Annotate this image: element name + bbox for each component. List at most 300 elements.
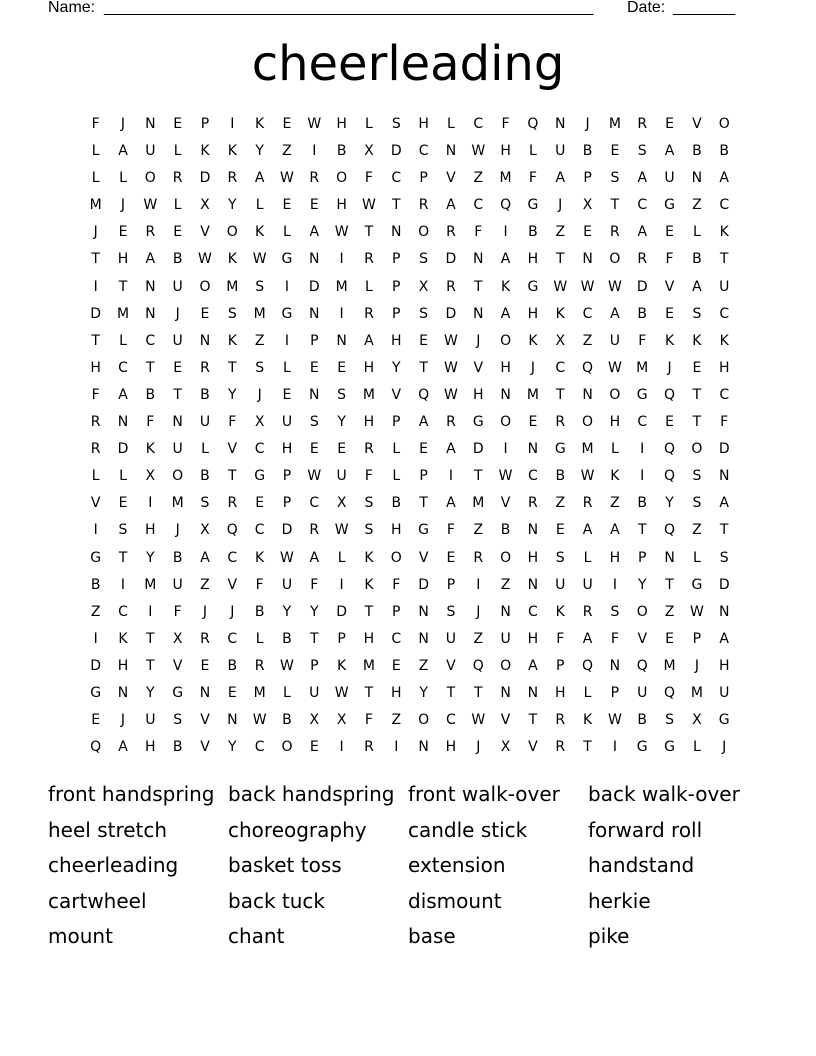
grid-letter[interactable]: G: [472, 414, 484, 431]
grid-letter[interactable]: Y: [146, 549, 155, 566]
grid-letter[interactable]: F: [364, 712, 373, 729]
grid-letter[interactable]: N: [309, 305, 320, 322]
grid-letter[interactable]: I: [612, 739, 617, 756]
grid-letter[interactable]: T: [610, 197, 620, 214]
grid-letter[interactable]: T: [146, 657, 155, 674]
grid-letter[interactable]: O: [609, 386, 621, 403]
grid-letter[interactable]: Z: [692, 197, 702, 214]
grid-letter[interactable]: R: [446, 278, 456, 295]
grid-letter[interactable]: I: [339, 576, 344, 593]
grid-letter[interactable]: C: [145, 332, 156, 349]
grid-letter[interactable]: Z: [500, 576, 511, 593]
grid-letter[interactable]: L: [337, 549, 346, 566]
grid-letter[interactable]: C: [227, 549, 238, 566]
grid-letter[interactable]: F: [364, 468, 373, 485]
grid-letter[interactable]: W: [334, 224, 349, 241]
grid-letter[interactable]: E: [309, 359, 319, 376]
grid-letter[interactable]: A: [446, 495, 456, 512]
grid-letter[interactable]: U: [500, 630, 511, 647]
grid-letter[interactable]: R: [309, 522, 320, 539]
grid-letter[interactable]: I: [476, 576, 481, 593]
grid-letter[interactable]: N: [691, 170, 703, 187]
grid-letter[interactable]: C: [254, 739, 265, 756]
grid-letter[interactable]: W: [498, 468, 513, 485]
grid-letter[interactable]: J: [476, 603, 481, 620]
grid-letter[interactable]: U: [609, 332, 621, 349]
grid-letter[interactable]: F: [638, 332, 647, 349]
grid-letter[interactable]: S: [364, 495, 374, 512]
grid-letter[interactable]: L: [119, 170, 127, 187]
grid-letter[interactable]: H: [609, 414, 621, 431]
grid-letter[interactable]: K: [555, 305, 565, 322]
grid-letter[interactable]: W: [334, 684, 349, 701]
grid-letter[interactable]: I: [93, 522, 98, 539]
grid-letter[interactable]: H: [117, 251, 129, 268]
grid-letter[interactable]: R: [555, 414, 566, 431]
grid-letter[interactable]: Q: [664, 522, 676, 539]
grid-letter[interactable]: E: [391, 657, 401, 674]
grid-letter[interactable]: C: [446, 712, 456, 729]
grid-letter[interactable]: C: [391, 170, 402, 187]
grid-letter[interactable]: T: [173, 386, 182, 403]
grid-letter[interactable]: W: [689, 603, 704, 620]
grid-letter[interactable]: D: [718, 441, 730, 458]
grid-letter[interactable]: M: [690, 684, 703, 701]
grid-letter[interactable]: M: [362, 386, 375, 403]
grid-letter[interactable]: T: [419, 495, 428, 512]
grid-letter[interactable]: Z: [200, 576, 210, 593]
grid-letter[interactable]: H: [500, 143, 511, 160]
grid-letter[interactable]: N: [172, 414, 183, 431]
grid-letter[interactable]: B: [227, 657, 238, 674]
grid-letter[interactable]: A: [145, 251, 156, 268]
grid-letter[interactable]: N: [500, 603, 511, 620]
grid-letter[interactable]: A: [309, 224, 320, 241]
grid-letter[interactable]: S: [391, 116, 401, 132]
grid-letter[interactable]: D: [308, 278, 320, 295]
grid-letter[interactable]: E: [665, 630, 674, 647]
grid-letter[interactable]: U: [172, 576, 183, 593]
grid-letter[interactable]: M: [253, 684, 266, 701]
grid-letter[interactable]: K: [255, 116, 265, 132]
grid-letter[interactable]: H: [391, 522, 402, 539]
grid-letter[interactable]: F: [720, 414, 729, 431]
grid-letter[interactable]: N: [527, 576, 539, 593]
grid-letter[interactable]: A: [610, 522, 620, 539]
grid-letter[interactable]: E: [173, 359, 183, 376]
grid-letter[interactable]: V: [227, 576, 238, 593]
grid-letter[interactable]: U: [637, 684, 648, 701]
grid-letter[interactable]: Z: [555, 495, 566, 512]
grid-letter[interactable]: X: [418, 278, 429, 295]
grid-letter[interactable]: R: [582, 603, 593, 620]
grid-letter[interactable]: Z: [391, 712, 402, 729]
grid-letter[interactable]: U: [664, 170, 675, 187]
grid-letter[interactable]: V: [391, 386, 402, 403]
grid-letter[interactable]: R: [90, 441, 101, 458]
grid-letter[interactable]: R: [227, 495, 238, 512]
grid-letter[interactable]: Z: [473, 170, 484, 187]
grid-letter[interactable]: X: [336, 712, 347, 729]
grid-letter[interactable]: I: [612, 576, 617, 593]
grid-letter[interactable]: I: [93, 278, 98, 295]
grid-letter[interactable]: H: [336, 116, 347, 132]
grid-letter[interactable]: O: [500, 549, 512, 566]
grid-letter[interactable]: E: [118, 495, 128, 512]
grid-letter[interactable]: I: [148, 603, 153, 620]
grid-letter[interactable]: Y: [391, 359, 401, 376]
grid-letter[interactable]: E: [446, 549, 456, 566]
grid-letter[interactable]: E: [337, 359, 347, 376]
grid-letter[interactable]: T: [637, 522, 647, 539]
grid-letter[interactable]: U: [445, 630, 457, 647]
grid-letter[interactable]: S: [610, 170, 620, 187]
grid-letter[interactable]: K: [364, 576, 374, 593]
grid-letter[interactable]: S: [255, 278, 265, 295]
grid-letter[interactable]: L: [583, 549, 592, 566]
grid-letter[interactable]: K: [200, 143, 210, 160]
grid-letter[interactable]: O: [281, 739, 293, 756]
grid-letter[interactable]: G: [527, 197, 539, 214]
grid-letter[interactable]: S: [364, 522, 374, 539]
grid-letter[interactable]: X: [364, 143, 374, 160]
grid-letter[interactable]: K: [500, 278, 511, 295]
grid-letter[interactable]: F: [446, 522, 455, 539]
grid-letter[interactable]: S: [719, 549, 729, 566]
grid-letter[interactable]: R: [555, 739, 566, 756]
grid-letter[interactable]: Y: [419, 684, 428, 701]
grid-letter[interactable]: S: [692, 305, 702, 322]
grid-letter[interactable]: Z: [473, 522, 484, 539]
grid-letter[interactable]: Y: [255, 143, 264, 160]
grid-letter[interactable]: E: [282, 116, 292, 132]
grid-letter[interactable]: G: [664, 739, 675, 756]
grid-letter[interactable]: S: [692, 495, 702, 512]
grid-letter[interactable]: S: [200, 495, 210, 512]
grid-letter[interactable]: Y: [637, 576, 647, 593]
grid-letter[interactable]: Y: [228, 739, 237, 756]
grid-letter[interactable]: T: [146, 359, 155, 376]
grid-letter[interactable]: S: [419, 251, 429, 268]
grid-letter[interactable]: H: [609, 549, 621, 566]
grid-letter[interactable]: A: [500, 251, 511, 268]
grid-letter[interactable]: Q: [582, 359, 594, 376]
grid-letter[interactable]: L: [91, 143, 100, 160]
grid-letter[interactable]: A: [555, 170, 566, 187]
grid-letter[interactable]: A: [418, 414, 429, 431]
grid-letter[interactable]: Q: [472, 657, 484, 674]
grid-letter[interactable]: M: [89, 197, 102, 214]
grid-letter[interactable]: L: [392, 441, 401, 458]
grid-letter[interactable]: T: [419, 359, 428, 376]
grid-letter[interactable]: E: [583, 224, 592, 241]
grid-letter[interactable]: W: [607, 278, 622, 295]
grid-letter[interactable]: F: [665, 251, 674, 268]
grid-letter[interactable]: T: [446, 684, 456, 701]
grid-letter[interactable]: R: [227, 170, 238, 187]
grid-letter[interactable]: H: [527, 305, 539, 322]
grid-letter[interactable]: A: [719, 495, 729, 512]
grid-letter[interactable]: B: [555, 468, 566, 485]
grid-letter[interactable]: S: [555, 549, 565, 566]
grid-letter[interactable]: E: [419, 441, 429, 458]
grid-letter[interactable]: T: [719, 251, 729, 268]
grid-letter[interactable]: P: [282, 468, 292, 485]
grid-letter[interactable]: S: [173, 712, 183, 729]
grid-letter[interactable]: R: [364, 739, 374, 756]
grid-letter[interactable]: W: [280, 657, 294, 674]
grid-letter[interactable]: N: [473, 305, 484, 322]
grid-letter[interactable]: B: [528, 224, 538, 241]
grid-letter[interactable]: B: [336, 143, 347, 160]
grid-letter[interactable]: A: [637, 224, 648, 241]
grid-letter[interactable]: M: [636, 359, 649, 376]
grid-letter[interactable]: P: [310, 657, 319, 674]
grid-letter[interactable]: W: [307, 116, 322, 132]
grid-letter[interactable]: J: [476, 739, 481, 756]
grid-letter[interactable]: N: [555, 116, 566, 132]
grid-letter[interactable]: J: [202, 603, 208, 620]
grid-letter[interactable]: H: [527, 251, 539, 268]
grid-letter[interactable]: F: [610, 630, 619, 647]
grid-letter[interactable]: E: [282, 386, 292, 403]
grid-letter[interactable]: T: [665, 576, 674, 593]
grid-letter[interactable]: E: [337, 441, 347, 458]
grid-letter[interactable]: A: [582, 630, 593, 647]
grid-letter[interactable]: N: [145, 278, 156, 295]
grid-letter[interactable]: A: [500, 305, 511, 322]
grid-letter[interactable]: E: [419, 332, 429, 349]
grid-letter[interactable]: I: [448, 468, 453, 485]
grid-letter[interactable]: J: [476, 332, 481, 349]
grid-letter[interactable]: U: [172, 332, 183, 349]
grid-letter[interactable]: I: [284, 332, 290, 349]
grid-letter[interactable]: X: [145, 468, 156, 485]
grid-letter[interactable]: L: [692, 224, 701, 241]
grid-letter[interactable]: J: [257, 386, 262, 403]
grid-letter[interactable]: A: [446, 197, 456, 214]
grid-letter[interactable]: R: [90, 414, 101, 431]
grid-letter[interactable]: B: [719, 143, 730, 160]
grid-letter[interactable]: H: [472, 386, 484, 403]
grid-letter[interactable]: L: [692, 739, 701, 756]
grid-letter[interactable]: V: [500, 712, 511, 729]
grid-letter[interactable]: S: [419, 305, 429, 322]
grid-letter[interactable]: P: [392, 305, 401, 322]
grid-letter[interactable]: I: [312, 143, 317, 160]
grid-letter[interactable]: T: [555, 386, 565, 403]
grid-letter[interactable]: M: [581, 441, 594, 458]
grid-letter[interactable]: W: [444, 386, 458, 403]
grid-letter[interactable]: R: [172, 170, 183, 187]
grid-letter[interactable]: X: [555, 332, 566, 349]
grid-letter[interactable]: F: [310, 576, 319, 593]
grid-letter[interactable]: J: [120, 712, 126, 729]
grid-letter[interactable]: C: [227, 630, 238, 647]
grid-letter[interactable]: F: [173, 603, 182, 620]
grid-letter[interactable]: P: [310, 332, 319, 349]
grid-letter[interactable]: Y: [665, 495, 674, 512]
grid-letter[interactable]: B: [172, 739, 183, 756]
grid-letter[interactable]: K: [227, 332, 237, 349]
grid-letter[interactable]: E: [118, 224, 128, 241]
grid-letter[interactable]: Y: [146, 684, 155, 701]
grid-letter[interactable]: H: [90, 359, 101, 376]
grid-letter[interactable]: E: [200, 305, 210, 322]
grid-letter[interactable]: T: [228, 468, 237, 485]
grid-letter[interactable]: O: [500, 657, 512, 674]
grid-letter[interactable]: E: [173, 116, 183, 132]
grid-letter[interactable]: K: [227, 251, 237, 268]
grid-letter[interactable]: B: [200, 468, 210, 485]
grid-letter[interactable]: Z: [610, 495, 620, 512]
grid-letter[interactable]: S: [637, 143, 647, 160]
grid-letter[interactable]: Q: [664, 468, 676, 485]
grid-letter[interactable]: V: [473, 359, 484, 376]
grid-letter[interactable]: E: [200, 657, 210, 674]
grid-letter[interactable]: O: [199, 278, 211, 295]
grid-letter[interactable]: G: [254, 468, 266, 485]
grid-letter[interactable]: K: [255, 549, 265, 566]
grid-letter[interactable]: W: [280, 549, 294, 566]
grid-letter[interactable]: W: [444, 359, 458, 376]
grid-letter[interactable]: N: [145, 305, 156, 322]
grid-letter[interactable]: A: [610, 305, 620, 322]
grid-letter[interactable]: N: [309, 386, 320, 403]
grid-letter[interactable]: G: [281, 305, 293, 322]
grid-letter[interactable]: H: [418, 116, 429, 132]
grid-letter[interactable]: D: [718, 576, 730, 593]
grid-letter[interactable]: L: [283, 684, 291, 701]
grid-letter[interactable]: O: [609, 251, 621, 268]
grid-letter[interactable]: B: [282, 712, 292, 729]
grid-letter[interactable]: L: [255, 630, 264, 647]
grid-letter[interactable]: F: [228, 414, 237, 431]
grid-letter[interactable]: T: [473, 278, 483, 295]
grid-letter[interactable]: I: [284, 278, 290, 295]
grid-letter[interactable]: Z: [473, 630, 484, 647]
grid-letter[interactable]: C: [528, 468, 538, 485]
grid-letter[interactable]: T: [473, 684, 483, 701]
grid-letter[interactable]: V: [500, 495, 511, 512]
grid-letter[interactable]: L: [283, 359, 291, 376]
grid-letter[interactable]: P: [282, 495, 292, 512]
grid-letter[interactable]: T: [364, 684, 374, 701]
grid-letter[interactable]: B: [692, 251, 702, 268]
grid-letter[interactable]: E: [665, 414, 674, 431]
grid-letter[interactable]: Q: [500, 197, 512, 214]
grid-letter[interactable]: L: [201, 441, 209, 458]
grid-letter[interactable]: M: [253, 305, 266, 322]
grid-letter[interactable]: D: [390, 143, 402, 160]
grid-letter[interactable]: T: [91, 251, 100, 268]
grid-letter[interactable]: R: [446, 414, 456, 431]
grid-letter[interactable]: E: [173, 224, 183, 241]
grid-letter[interactable]: D: [90, 305, 102, 322]
grid-letter[interactable]: B: [637, 305, 648, 322]
grid-letter[interactable]: Q: [527, 116, 539, 132]
grid-letter[interactable]: W: [580, 468, 595, 485]
grid-letter[interactable]: F: [528, 170, 537, 187]
grid-letter[interactable]: N: [527, 441, 539, 458]
grid-letter[interactable]: K: [664, 332, 675, 349]
grid-letter[interactable]: B: [692, 143, 702, 160]
grid-letter[interactable]: J: [722, 739, 727, 756]
grid-letter[interactable]: S: [227, 305, 237, 322]
grid-letter[interactable]: N: [117, 414, 129, 431]
grid-letter[interactable]: E: [309, 441, 319, 458]
grid-letter[interactable]: V: [200, 712, 210, 729]
grid-letter[interactable]: S: [692, 468, 702, 485]
grid-letter[interactable]: C: [118, 603, 128, 620]
grid-letter[interactable]: C: [309, 495, 320, 512]
grid-letter[interactable]: T: [391, 197, 401, 214]
grid-letter[interactable]: V: [172, 657, 183, 674]
grid-letter[interactable]: E: [282, 197, 292, 214]
grid-letter[interactable]: H: [363, 359, 375, 376]
grid-letter[interactable]: N: [117, 684, 129, 701]
grid-letter[interactable]: I: [339, 251, 344, 268]
grid-letter[interactable]: C: [528, 603, 538, 620]
grid-letter[interactable]: X: [200, 522, 210, 539]
grid-letter[interactable]: N: [500, 684, 511, 701]
grid-letter[interactable]: R: [145, 224, 156, 241]
grid-letter[interactable]: K: [227, 143, 237, 160]
grid-letter[interactable]: K: [692, 332, 702, 349]
grid-letter[interactable]: R: [364, 441, 374, 458]
grid-letter[interactable]: Y: [228, 197, 237, 214]
grid-letter[interactable]: P: [638, 549, 647, 566]
grid-letter[interactable]: K: [145, 441, 155, 458]
grid-letter[interactable]: O: [418, 224, 430, 241]
grid-letter[interactable]: L: [583, 684, 592, 701]
grid-letter[interactable]: N: [527, 522, 539, 539]
grid-letter[interactable]: C: [418, 143, 429, 160]
grid-letter[interactable]: E: [665, 305, 674, 322]
grid-letter[interactable]: V: [637, 630, 648, 647]
grid-letter[interactable]: S: [309, 414, 319, 431]
grid-letter[interactable]: U: [719, 684, 730, 701]
grid-letter[interactable]: J: [120, 197, 126, 214]
grid-letter[interactable]: Q: [636, 657, 648, 674]
grid-letter[interactable]: Z: [664, 603, 675, 620]
grid-letter[interactable]: B: [391, 495, 402, 512]
grid-letter[interactable]: D: [281, 522, 293, 539]
grid-letter[interactable]: G: [554, 441, 566, 458]
grid-letter[interactable]: W: [362, 197, 376, 214]
grid-letter[interactable]: I: [148, 495, 153, 512]
grid-letter[interactable]: P: [583, 170, 592, 187]
grid-letter[interactable]: W: [198, 251, 212, 268]
grid-letter[interactable]: B: [637, 495, 648, 512]
grid-letter[interactable]: B: [282, 630, 292, 647]
grid-letter[interactable]: U: [199, 414, 211, 431]
grid-letter[interactable]: W: [252, 251, 267, 268]
grid-letter[interactable]: P: [692, 630, 702, 647]
grid-letter[interactable]: T: [310, 630, 319, 647]
grid-letter[interactable]: O: [500, 414, 512, 431]
grid-letter[interactable]: W: [607, 359, 622, 376]
grid-letter[interactable]: P: [556, 657, 565, 674]
grid-letter[interactable]: R: [200, 630, 210, 647]
grid-letter[interactable]: R: [637, 116, 648, 132]
grid-letter[interactable]: H: [500, 359, 511, 376]
grid-letter[interactable]: Z: [254, 332, 265, 349]
grid-letter[interactable]: M: [663, 657, 676, 674]
grid-letter[interactable]: W: [252, 712, 267, 729]
grid-letter[interactable]: A: [664, 143, 675, 160]
grid-letter[interactable]: V: [446, 170, 456, 187]
